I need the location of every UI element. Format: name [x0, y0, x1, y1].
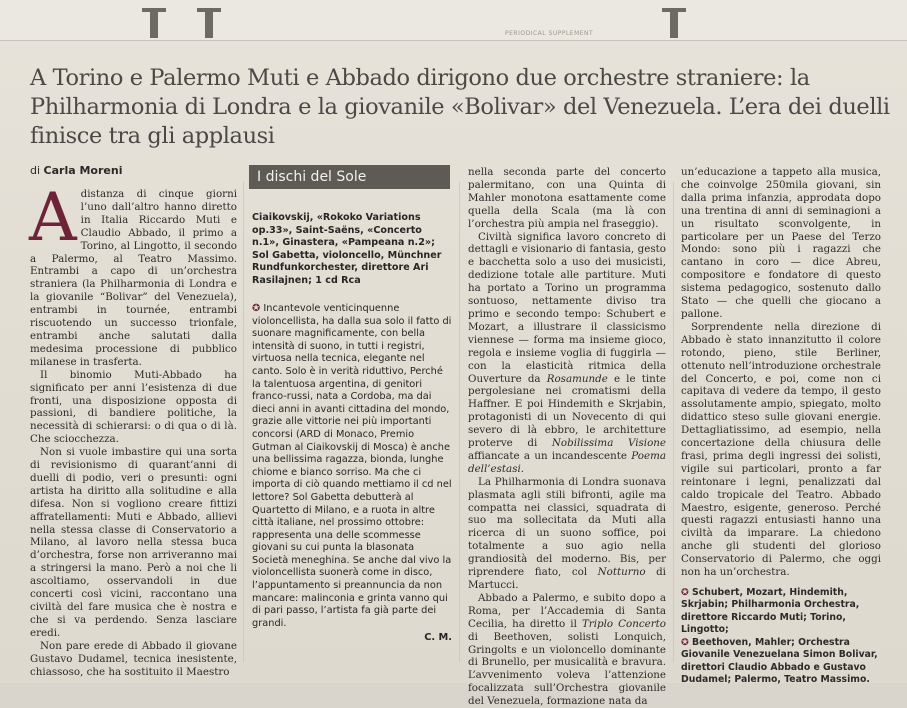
column-rule — [243, 182, 244, 662]
paragraph: Non pare erede di Abbado il giovane Gustavo Dudamel, tecnica inesistente, chiassoso, che ha sostituito il Maestro — [30, 639, 237, 678]
paragraph: nella seconda parte del concerto palermitano, con una Quinta di Mahler monotona esattamente come quella della Scala (ma là con l’orchestra più ampia nel fraseggio). — [468, 166, 666, 230]
review-body: Incantevole venticinquenne violoncellista, ha dalla sua solo il fatto di suonare magnificamente, con bella intensità di suono, in tutti i registri, virtuosa nella tecnica, elegante nel canto. Solo è in verità riduttivo, Perché la talentuosa argentina, di genitori franco-russi, nata a Cordoba, ma dai dieci anni in avanti cittadina del mondo, grazie alle vittorie nei più importanti concorsi (ARD di Monaco, Premio Gutman al Ciaikovskij di Mosca) è anche una bellissima ragazza, bionda, lunghe chiome e bianco sorriso. Ma che ci importa di ciò quando mettiamo il cd nel lettore? Sol Gabetta debutterà al Quartetto di Milano, e a ruota in altre città italiane, nel prossimo ottobre: rappresenta una delle scommesse giovani su cui punta la blasonata Società meneghina. Se anche dal vivo la violoncellista suonerà come in disco, l’appuntamento si preannuncia da non mancare: malinconia e grinta vanno qui di pari passo, l’artista fa già parte dei grandi. — [252, 303, 452, 629]
article-column-1 — [29, 179, 237, 678]
credit-text: Beethoven, Mahler; Orchestra Giovanile Venezuelana Simon Bolivar, direttori Claudio Abbado e Gustavo Dudamel; Palermo, Teatro Massimo. — [681, 637, 878, 686]
top-strip — [0, 0, 907, 41]
review-signature: C. M. — [424, 632, 452, 644]
byline-author: Carla Moreni — [43, 164, 123, 177]
review-text — [252, 303, 452, 630]
paragraph: Il binomio Muti-Abbado ha significato per anni l’esistenza di due fronti, una disposizione opposta di passioni, di bandiere politiche, la necessità di schierarsi: o di qua o di là. Che sciocchezza. — [30, 368, 237, 446]
review-bullet-icon: ✪ — [252, 303, 261, 314]
article-headline: A Torino e Palermo Muti e Abbado dirigono due orchestre straniere: la Philharmonia di Londra e la giovanile «Bolivar» del Venezuela. L’era dei duelli finisce tra gli applausi — [30, 65, 890, 149]
paragraph-text: affiancate a un incandescente — [468, 449, 627, 462]
paragraph — [468, 231, 666, 476]
paragraph — [468, 476, 666, 592]
concert-credits — [681, 587, 881, 686]
credit-line — [681, 587, 881, 636]
column-rule — [673, 182, 674, 662]
paragraph: Non si vuole imbastire qui una sorta di revisionismo di quarant’anni di duelli di podio, veri o presunti: ogni artista ha diritto alla solitudine e alla difesa. Non si vogliono creare fittizi affratellamenti: Muti e Abbado, allievi nella stessa classe di Conservatorio a Milano, al lavoro nella stessa buca d’orchestra, forse non arriveranno mai a stringersi la mano. Però a noi che li ascoltiamo, osservandoli in due concerti così vicini, raccontano una civiltà del fare musica che è nostra e che si va perdendo. Senza lasciare eredi. — [30, 446, 237, 639]
paragraph: un’educazione a tappeto alla musica, che coinvolge 250mila giovani, sin dalla prima infanzia, approdata dopo una trentina di anni di seminagioni a un risultato sconvolgente, in particolare per un Paese del Terzo Mondo: sono più i ragazzi che cantano in coro — dice Abreu, compositore e fondatore di questo sistema pedagogico, sostenuto dallo Stato — che quelli che giocano a pallone. — [681, 166, 881, 320]
byline — [30, 164, 122, 177]
credit-text: Schubert, Mozart, Hindemith, Skrjabin; Philharmonia Orchestra, direttore Riccardo Muti; Torino, Lingotto; — [681, 587, 860, 635]
paragraph — [29, 179, 237, 369]
credit-line — [681, 637, 881, 686]
paragraph-text: di Beethoven, solisti Lonquich, Gringolts e un violoncello dominante di Brunello, per musicalità e bravura. L’avvenimento voleva l’attenzione focalizzata sull’Orchestra giovanile del Venezuela, formazione nata da — [468, 630, 666, 708]
work-title: Triplo Concerto — [581, 617, 666, 630]
paragraph-text: Abbado a Palermo, e subito dopo a Roma, per l’Accademia di Santa Cecilia, ha diretto il — [468, 591, 666, 630]
paragraph-text: distanza di cinque giorni l’uno dall’altro hanno diretto in Italia Riccardo Muti e Claudio Abbado, il primo a Torino, al Lingotto, il secondo a Palermo, al Teatro Massimo. Entrambi a capo di un’orchestra straniera (la Philharmonia di Londra e la giovanile “Bolivar” del Venezuela), entrambi in tournée, entrambi riscuotendo un successo trionfale, entrambi anche salutati dalla medesima processione di pubblico milanese in trasferta. — [30, 188, 237, 368]
work-title: Nobilissima Visione — [551, 437, 666, 450]
drop-cap: A — [29, 179, 77, 256]
paragraph: Sorprendente nella direzione di Abbado è stato innanzitutto il colore rotondo, pieno, stile Berliner, ottenuto nell’introduzione orchestrale del Concerto, e poi, come non ci capitava di vedere da tempo, il gesto assolutamente ampio, spiegato, molto didattico steso sulle giovani energie. Dettagliatissimo, ad esempio, nella concertazione della chiusura delle frasi, prima degli ingressi dei solisti, vigile sui particolari, pronto a far reintonare i legni, penalizzati dal caldo tropicale del Teatro. Abbado Maestro, esigente, generoso. Perché questi ragazzi entusiasti hanno una civiltà da imparare. La chiedono anche gli studenti del glorioso Conservatorio di Palermo, che oggi non ha un’orchestra. — [681, 320, 881, 579]
work-title: Poema dell’estasi. — [468, 449, 666, 475]
column-rule — [459, 182, 460, 662]
credit-bullet-icon: ✪ — [681, 587, 689, 598]
byline-prefix: di — [30, 164, 41, 177]
paragraph — [468, 592, 666, 708]
paragraph-text: e le tinte pergolesiane nei cromatismi della Haffner. E poi Hindemith e Skrjabin, protagonisti di un Novecento di qui severo di là ebbro, le architetture proterve di — [468, 372, 666, 450]
paragraph-text: di Martucci. — [468, 566, 666, 591]
work-title: Rosamunde — [546, 372, 608, 385]
credit-bullet-icon: ✪ — [681, 637, 689, 649]
paragraph-text: Civiltà significa lavoro concreto di dettagli e visionario di fantasia, gesto e bacchetta solo a uso dei musicisti, dedizione totale alle partiture. Muti ha portato a Torino un programma sontuoso, nettamente diviso tra primo e secondo tempo: Schubert e Mozart, a illustrare il classicismo viennese — forma ma insieme gioco, regola e insieme voglia di fuggirla — con la elasticità ritmica della Ouverture da — [468, 230, 666, 385]
masthead-glyph-2 — [205, 8, 213, 38]
masthead-glyph-3 — [670, 8, 678, 38]
top-small-note: PERIODICAL SUPPLEMENT — [505, 30, 594, 37]
masthead-glyph-1 — [150, 8, 158, 38]
work-title: Notturno — [597, 566, 646, 579]
article-column-4 — [681, 166, 881, 686]
article-column-3 — [468, 166, 666, 708]
sidebar-title: I dischi del Sole — [249, 165, 450, 189]
record-review-sidebar — [252, 212, 452, 662]
disc-details: Ciaikovskij, «Rokoko Variations op.33», Saint-Saëns, «Concerto n.1», Ginastera, «Pampeana n.2»; Sol Gabetta, violoncello, Münchner Rundfunkorchester, direttore Ari Rasilajnen; 1 cd Rca — [252, 212, 442, 286]
paragraph-text: La Philharmonia di Londra suonava plasmata agli stili bifronti, agile ma compatta nei classici, squadrata di suo ma sollecitata da Muti alla ricerca di un suono soffice, poi totalmente a suo agio nella grandiosità del moderno. Bis, per riprendere fiato, col — [468, 475, 666, 579]
